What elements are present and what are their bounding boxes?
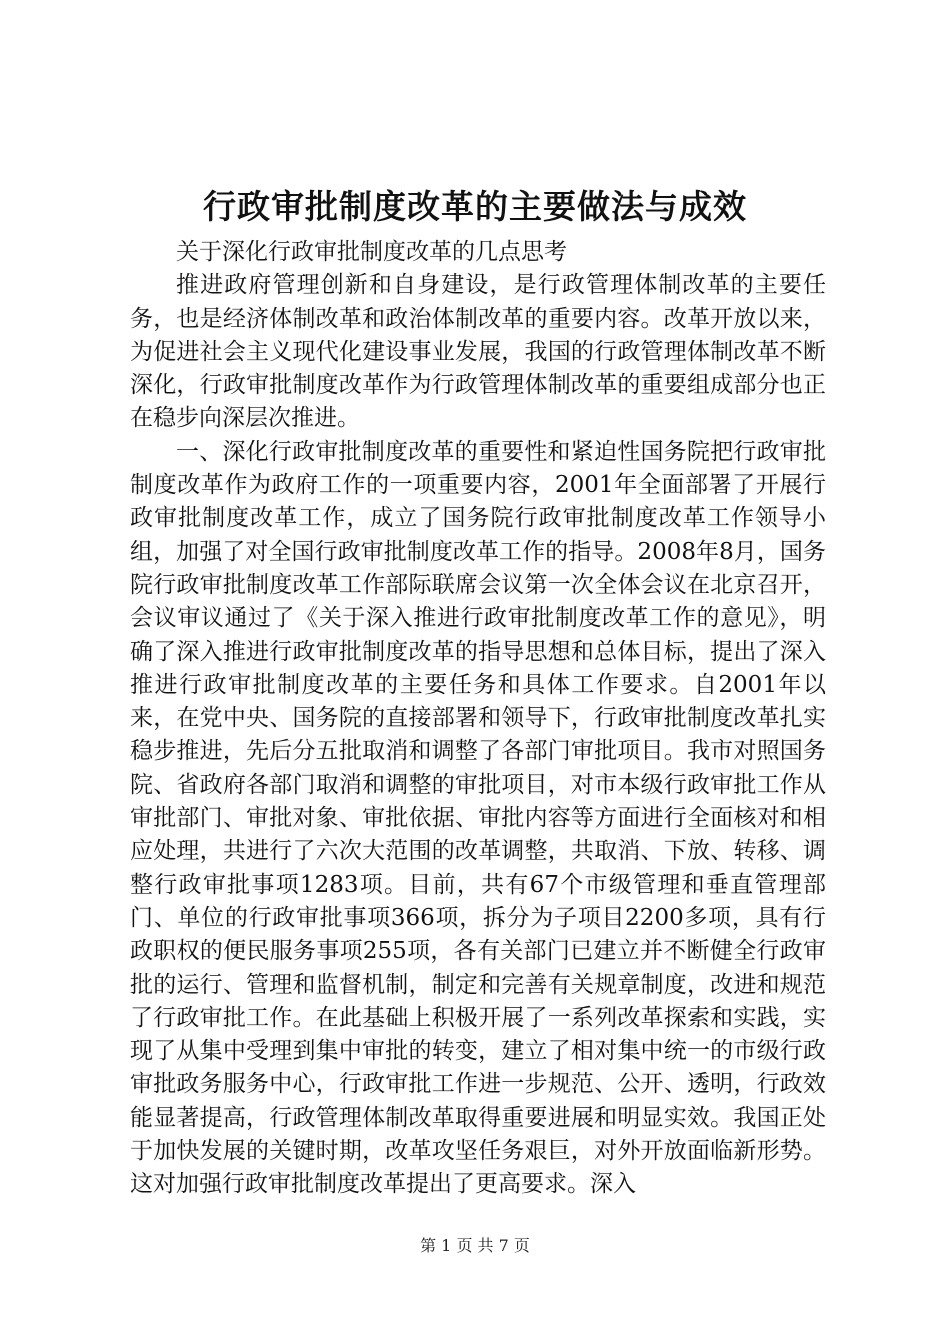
document-body <box>130 236 826 1202</box>
paragraph-section-one: 一、深化行政审批制度改革的重要性和紧迫性国务院把行政审批制度改革作为政府工作的一项重要内容，2001年全面部署了开展行政审批制度改革工作，成立了国务院行政审批制度改革工作领导小组，加强了对全国行政审批制度改革工作的指导。2008年8月，国务院行政审批制度改革工作部际联席会议第一次全体会议在北京召开，会议审议通过了《关于深入推进行政审批制度改革工作的意见》，明确了深入推进行政审批制度改革的指导思想和总体目标，提出了深入推进行政审批制度改革的主要任务和具体工作要求。自2001年以来，在党中央、国务院的直接部署和领导下，行政审批制度改革扎实稳步推进，先后分五批取消和调整了各部门审批项目。我市对照国务院、省政府各部门取消和调整的审批项目，对市本级行政审批工作从审批部门、审批对象、审批依据、审批内容等方面进行全面核对和相应处理，共进行了六次大范围的改革调整，共取消、下放、转移、调整行政审批事项1283项。目前，共有67个市级管理和垂直管理部门、单位的行政审批事项366项，拆分为子项目2200多项，具有行政职权的便民服务事项255项，各有关部门已建立并不断健全行政审批的运行、管理和监督机制，制定和完善有关规章制度，改进和规范了行政审批工作。在此基础上积极开展了一系列改革探索和实践，实现了从集中受理到集中审批的转变，建立了相对集中统一的市级行政审批政务服务中心，行政审批工作进一步规范、公开、透明，行政效能显著提高，行政管理体制改革取得重要进展和明显实效。我国正处于加快发展的关键时期，改革攻坚任务艰巨，对外开放面临新形势。这对加强行政审批制度改革提出了更高要求。深入 <box>130 438 826 1198</box>
paragraph-intro: 推进政府管理创新和自身建设，是行政管理体制改革的主要任务，也是经济体制改革和政治体制改革的重要内容。改革开放以来，为促进社会主义现代化建设事业发展，我国的行政管理体制改革不断深化，行政审批制度改革作为行政管理体制改革的重要组成部分也正在稳步向深层次推进。 <box>130 272 826 432</box>
paragraph-subtitle: 关于深化行政审批制度改革的几点思考 <box>176 239 567 265</box>
document-title: 行政审批制度改革的主要做法与成效 <box>203 187 747 226</box>
page-number-footer: 第 1 页 共 7 页 <box>420 1236 530 1255</box>
